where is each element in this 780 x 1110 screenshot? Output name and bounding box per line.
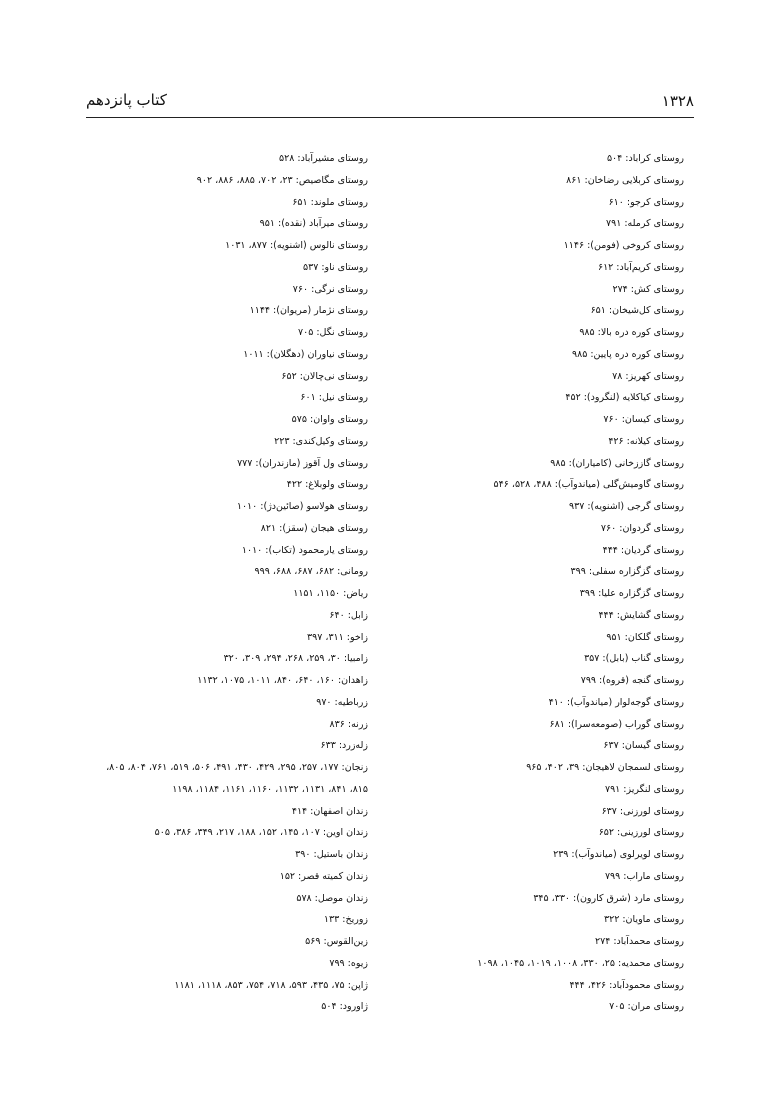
index-entry: روستای گنجه (قروه): ۷۹۹ bbox=[580, 675, 684, 686]
index-entry: روستای گیسان: ۶۳۷ bbox=[603, 740, 684, 752]
index-entry: ریاض: ۱۱۵۰، ۱۱۵۱ bbox=[293, 588, 368, 599]
index-entry: روستای کریم‌آباد: ۶۱۲ bbox=[597, 261, 684, 273]
index-entry: روستای وکیل‌کندی: ۲۲۳ bbox=[274, 435, 368, 447]
index-entry: روستای گردیان: ۴۴۴ bbox=[602, 544, 684, 556]
index-entry: روستای کروخی (فومن): ۱۱۴۶ bbox=[563, 240, 684, 251]
index-column-right bbox=[374, 148, 684, 1018]
index-entry: روستای گوراب (صومعه‌سرا): ۶۸۱ bbox=[549, 718, 684, 730]
index-entry: روستای کرمله: ۷۹۱ bbox=[606, 218, 684, 230]
index-entry: زابل: ۶۴۰ bbox=[329, 609, 368, 621]
index-entry: روستای نرگی: ۷۶۰ bbox=[292, 283, 368, 295]
index-entry: روستای ماویان: ۳۲۲ bbox=[604, 914, 684, 926]
index-entry: ژاورود: ۵۰۴ bbox=[321, 1001, 368, 1013]
index-entry: زندان موصل: ۵۷۸ bbox=[296, 892, 368, 904]
index-entry: روستای محمدیه: ۲۵، ۳۳۰، ۱۰۰۸، ۱۰۱۹، ۱۰۴۵، ۱۰۹۸ bbox=[477, 957, 684, 969]
index-entry: روستای گاززخانی (کامیاران): ۹۸۵ bbox=[550, 457, 684, 469]
index-entry: زاخو: ۳۱۱، ۳۹۷ bbox=[307, 631, 368, 643]
index-entry: روستای گرجی (اشنویه): ۹۳۷ bbox=[569, 501, 684, 512]
index-entry: روستای گردوان: ۷۶۰ bbox=[600, 522, 684, 534]
index-entry: روستای گزگزاره علیا: ۳۹۹ bbox=[579, 588, 684, 599]
index-column-left bbox=[38, 148, 368, 1018]
index-entry: روستای لورزنی: ۶۳۷ bbox=[601, 805, 684, 817]
index-entry: روستای کوره دره پایین: ۹۸۵ bbox=[572, 348, 684, 360]
index-entry: روستای ناو: ۵۳۷ bbox=[302, 261, 368, 273]
index-entry: روستای واوان: ۵۷۵ bbox=[291, 414, 368, 425]
index-entry: روستای گاومیش‌گلی (میاندوآب): ۴۸۸، ۵۲۸، ۵۴۶ bbox=[493, 479, 684, 491]
index-entry: روستای کیلانه: ۴۲۶ bbox=[608, 435, 684, 447]
index-entry: روستای یارمحمود (تکاب): ۱۰۱۰ bbox=[241, 544, 368, 556]
index-entry: زندان اوین: ۱۰۷، ۱۴۵، ۱۵۲، ۱۸۸، ۲۱۷، ۳۴۹، ۳۸۶، ۵۰۵ bbox=[154, 827, 368, 839]
index-entry: زندان اصفهان: ۴۱۴ bbox=[291, 805, 368, 817]
index-entry: روستای نیاوران (دهگلان): ۱۰۱۱ bbox=[243, 348, 368, 360]
index-entry: زندان کمیته قصر: ۱۵۲ bbox=[279, 870, 368, 882]
index-entry: روستای ولوبلاغ: ۴۲۲ bbox=[286, 479, 368, 491]
index-entry: روستای مگاصیص: ۲۳، ۷۰۲، ۸۸۵، ۸۸۶، ۹۰۲ bbox=[196, 174, 368, 186]
index-entry: روستای نالوس (اشنویه): ۸۷۷، ۱۰۳۱ bbox=[225, 240, 368, 251]
index-entry: روستای ماراب: ۷۹۹ bbox=[604, 870, 684, 882]
index-entry: روستای گلکان: ۹۵۱ bbox=[606, 631, 684, 643]
index-entry: روستای محمودآباد: ۴۲۶، ۴۴۴ bbox=[569, 979, 684, 991]
index-entry: روستای نی‌چالان: ۶۵۲ bbox=[281, 370, 368, 382]
index-entry: ژاپن: ۷۵، ۴۳۵، ۵۹۳، ۷۱۸، ۷۵۴، ۸۵۳، ۱۱۱۸، ۱۱۸۱ bbox=[174, 979, 368, 991]
index-entry: زاهدان: ۱۶۰، ۶۴۰، ۸۴۰، ۱۰۱۱، ۱۰۷۵، ۱۱۳۲ bbox=[197, 675, 368, 686]
page-number: ۱۳۲۸ bbox=[661, 92, 694, 110]
index-entry: روستای کراباد: ۵۰۴ bbox=[606, 153, 684, 164]
index-entry: روستای کل‌شیخان: ۶۵۱ bbox=[590, 305, 684, 317]
index-entry: روستای نگل: ۷۰۵ bbox=[298, 327, 368, 338]
index-entry: زله‌زرد: ۶۳۳ bbox=[320, 740, 368, 752]
index-entry: روستای لنگریز: ۷۹۱ bbox=[604, 783, 684, 795]
index-entry: روستای کرجو: ۶۱۰ bbox=[608, 196, 684, 208]
index-entry: ۸۱۵، ۸۴۱، ۱۱۳۱، ۱۱۳۲، ۱۱۶۰، ۱۱۶۱، ۱۱۸۴، ۱۱۹۸ bbox=[172, 783, 368, 795]
index-entry: زرنه: ۸۳۶ bbox=[329, 718, 368, 730]
index-entry: رومانی: ۶۸۲، ۶۸۷، ۶۸۸، ۹۹۹ bbox=[254, 566, 368, 578]
index-entry: روستای میرآباد (نقده): ۹۵۱ bbox=[259, 218, 368, 230]
index-entry: روستای محمدآباد: ۲۷۴ bbox=[595, 936, 684, 947]
index-entry: زنجان: ۱۷۷، ۲۵۷، ۲۹۵، ۴۲۹، ۴۳۰، ۴۹۱، ۵۰۶، ۵۱۹، ۷۶۱، ۸۰۴، ۸۰۵، bbox=[106, 762, 368, 773]
index-entry: روستای مارد (شرق کارون): ۳۳۰، ۳۴۵ bbox=[533, 892, 684, 904]
index-entry: روستای گزگزاره سفلی: ۳۹۹ bbox=[570, 566, 684, 578]
page-header bbox=[86, 88, 694, 114]
index-entry: روستای کربلایی رضاخان: ۸۶۱ bbox=[566, 174, 684, 186]
index-entry: زامبیا: ۳۰، ۲۵۹، ۲۶۸، ۲۹۴، ۳۰۹، ۳۲۰ bbox=[223, 653, 368, 665]
index-entry: روستای هولاسو (صائین‌دژ): ۱۰۱۰ bbox=[236, 501, 368, 512]
index-entry: روستای نیل: ۶۰۱ bbox=[300, 392, 368, 404]
index-entry: روستای گشایش: ۴۴۴ bbox=[598, 609, 684, 621]
index-entry: روستای نژمار (مریوان): ۱۱۴۴ bbox=[249, 305, 368, 317]
index-entry: زیوه: ۷۹۹ bbox=[329, 957, 368, 969]
index-entry: زوریخ: ۱۳۳ bbox=[323, 914, 368, 926]
index-entry: روستای کیسان: ۷۶۰ bbox=[603, 414, 684, 425]
index-entry: روستای مران: ۷۰۵ bbox=[609, 1001, 684, 1013]
index-entry: زرباطیه: ۹۷۰ bbox=[316, 696, 368, 708]
book-title: کتاب پانزدهم bbox=[86, 91, 167, 109]
index-entry: روستای کش: ۲۷۴ bbox=[612, 283, 684, 295]
index-entry: زندان باستیل: ۳۹۰ bbox=[295, 849, 368, 860]
header-divider bbox=[86, 117, 694, 118]
index-entry: روستای کهریز: ۷۸ bbox=[612, 370, 684, 382]
index-entry: روستای کیاکلایه (لنگرود): ۴۵۲ bbox=[565, 392, 684, 404]
index-entry: روستای لسمجان لاهیجان: ۳۹، ۴۰۲، ۹۶۵ bbox=[526, 762, 684, 773]
index-entry: روستای هیجان (سقز): ۸۲۱ bbox=[260, 522, 368, 534]
index-entry: روستای گوجه‌لوار (میاندوآب): ۴۱۰ bbox=[548, 696, 684, 708]
index-entry: روستای ول آقوز (مازندران): ۷۷۷ bbox=[237, 457, 368, 469]
index-entry: روستای کوره دره بالا: ۹۸۵ bbox=[579, 327, 684, 338]
index-entry: زین‌القوس: ۵۶۹ bbox=[305, 936, 368, 947]
index-entry: روستای ملوند: ۶۵۱ bbox=[292, 196, 368, 208]
index-entry: روستای لویرلوی (میاندوآب): ۲۳۹ bbox=[553, 849, 684, 860]
index-entry: روستای لورزینی: ۶۵۲ bbox=[598, 827, 684, 839]
index-entry: روستای مشیرآباد: ۵۲۸ bbox=[279, 153, 368, 164]
index-entry: روستای گناب (بابل): ۳۵۷ bbox=[584, 653, 684, 665]
